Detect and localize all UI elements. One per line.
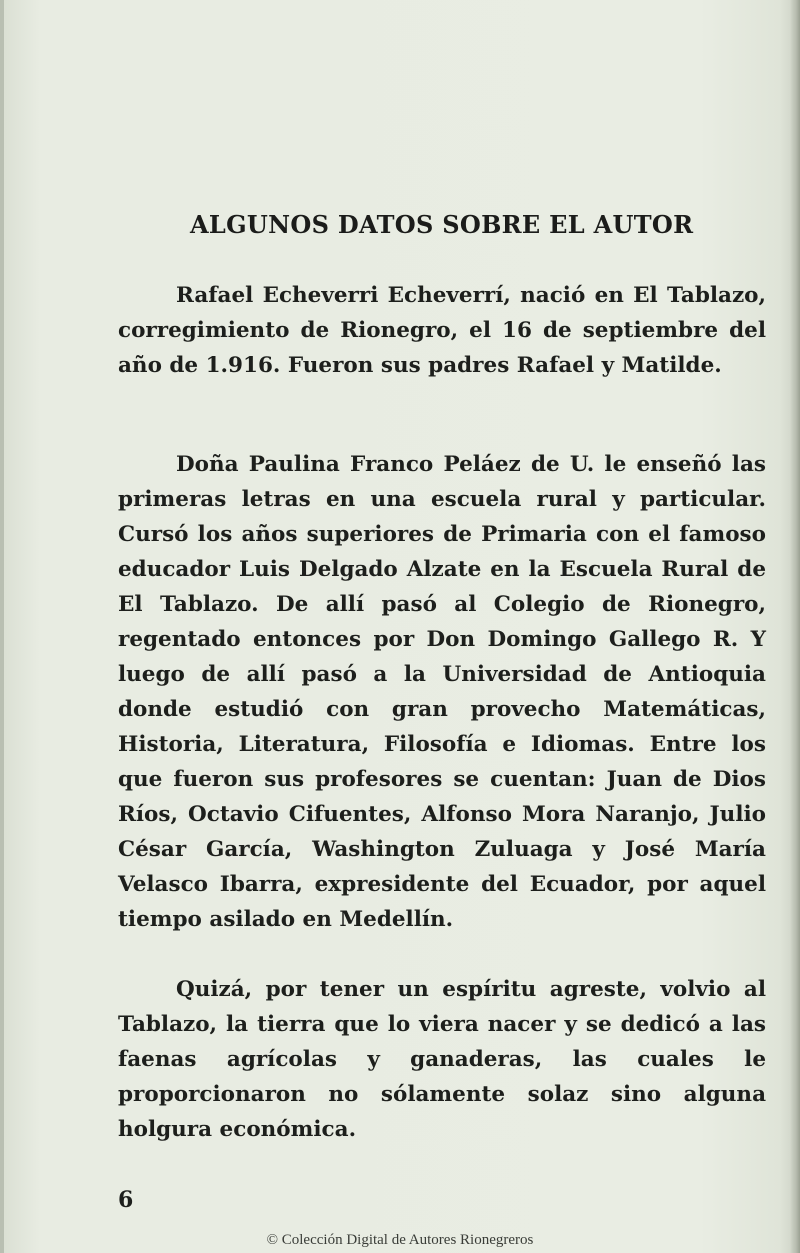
page-title: ALGUNOS DATOS SOBRE EL AUTOR — [190, 210, 694, 239]
copyright-footer: © Colección Digital de Autores Rionegreros — [266, 1232, 534, 1248]
page-right-edge — [790, 0, 800, 1253]
page-left-edge — [0, 0, 4, 1253]
page-number: 6 — [118, 1187, 134, 1213]
paragraph-education: Doña Paulina Franco Peláez de U. le enseñó las primeras letras en una escuela rural y particular. Cursó los años superiores de Primaria con el famoso educador Luis Delgado Alzate en la Escuela Rural de El Tablazo. De allí pasó al Colegio de Rionegro, regentado entonces por Don Domingo Gallego R. Y luego de allí pasó a la Universidad de Antioquia donde estudió con gran provecho Matemáticas, Historia, Literatura, Filosofía e Idiomas. Entre los que fueron sus profesores se cuentan: Juan de Dios Ríos, Octavio Cifuentes, Alfonso Mora Naranjo, Julio César García, Washington Zuluaga y José María Velasco Ibarra, expresidente del Ecuador, por aquel tiempo asilado en Medellín. — [118, 452, 766, 932]
paragraph-birth: Rafael Echeverri Echeverrí, nació en El Tablazo, corregimiento de Rionegro, el 16 de septiembre del año de 1.916. Fueron sus padres Rafael y Matilde. — [118, 283, 766, 378]
paragraph-return: Quizá, por tener un espíritu agreste, volvio al Tablazo, la tierra que lo viera nacer y se dedicó a las faenas agrícolas y ganaderas, las cuales le proporcionaron no sólamente solaz sino alguna holgura económica. — [118, 977, 766, 1142]
